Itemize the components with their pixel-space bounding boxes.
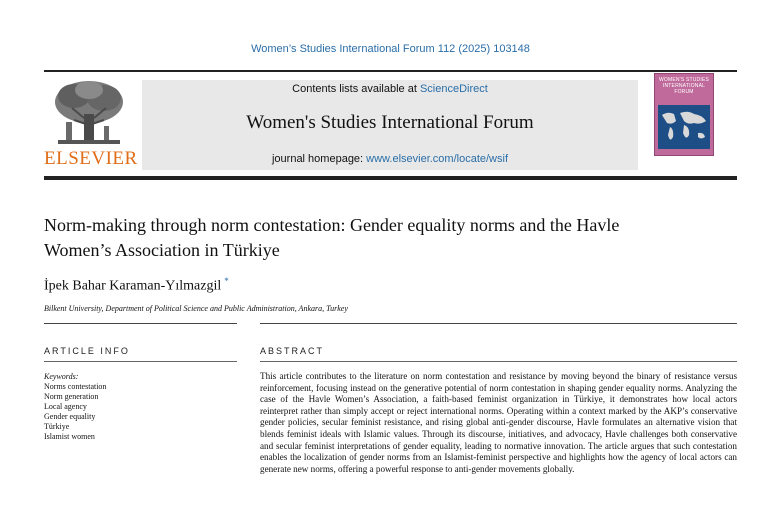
world-map-icon bbox=[658, 105, 710, 149]
article-title: Norm-making through norm contestation: Gender equality norms and the Havle Women’s Association in Türkiye bbox=[44, 215, 620, 260]
corresponding-author-mark[interactable]: * bbox=[224, 276, 229, 286]
journal-title: Women's Studies International Forum bbox=[246, 112, 534, 133]
keyword-item: Gender equality bbox=[44, 412, 96, 421]
abstract-heading: ABSTRACT bbox=[260, 346, 325, 356]
keyword-item: Norm generation bbox=[44, 392, 99, 401]
keyword-item: Türkiye bbox=[44, 422, 70, 431]
homepage-line bbox=[142, 153, 638, 165]
publisher-name: ELSEVIER bbox=[44, 148, 138, 169]
abstract-top-rule bbox=[260, 323, 737, 324]
keywords-list bbox=[44, 382, 234, 442]
header-top-rule bbox=[44, 70, 737, 72]
article-info-heading: ARTICLE INFO bbox=[44, 346, 130, 356]
sciencedirect-link[interactable]: ScienceDirect bbox=[419, 83, 488, 95]
abstract-text: This article contributes to the literature on norm contestation and resistance by moving beyond the binary of resistance versus reinforcement, focusing instead on the generative potential of norm contestation in shaping gender equality norms. Analyzing the case of the Havle Women’s Association, a faith-based feminist organization in Türkiye, it demonstrates how local actors reinterpret rather than simply accept or reject international norms. Operating within a context marked by the AKP’s conservative gender policies, secular feminist resistance, and rising global anti-gender discourse, Havle formulates an alternative vision that blends feminist ideals with Islamic values. Through its discourse, initiatives, and advocacy, Havle challenges both conservative and secular feminist interpretations of gender equality, leading to normative innovation. The article argues that such contestation enables the localization of gender norms from an Islamist-feminist perspective and highlights how the agency of local actors can generate new norms, offering a powerful response to anti-gender movements globally. bbox=[260, 371, 737, 474]
tree-icon bbox=[44, 78, 134, 150]
contents-line bbox=[142, 83, 638, 95]
header-bottom-rule bbox=[44, 176, 737, 180]
keyword-item: Norms contestation bbox=[44, 382, 107, 391]
article-info-top-rule bbox=[44, 323, 237, 324]
article-info-sub-rule bbox=[44, 361, 237, 362]
author-affiliation: Bilkent University, Department of Political Science and Public Administration, Ankara, Turkey bbox=[44, 304, 348, 313]
keywords-section bbox=[44, 372, 234, 442]
author-line bbox=[44, 276, 229, 295]
elsevier-logo[interactable] bbox=[44, 78, 138, 170]
journal-header bbox=[142, 80, 638, 170]
keyword-item: Local agency bbox=[44, 402, 87, 411]
contents-prefix: Contents lists available at bbox=[292, 83, 420, 95]
homepage-prefix: journal homepage: bbox=[271, 153, 367, 165]
abstract-sub-rule bbox=[260, 361, 737, 362]
homepage-link[interactable]: www.elsevier.com/locate/wsif bbox=[366, 153, 508, 165]
journal-citation[interactable]: Women’s Studies International Forum 112 (2025) 103148 bbox=[251, 43, 530, 55]
author-name[interactable]: İpek Bahar Karaman-Yılmazgil bbox=[44, 278, 222, 294]
keyword-item: Islamist women bbox=[44, 432, 95, 441]
journal-cover[interactable] bbox=[654, 73, 714, 156]
keywords-label: Keywords: bbox=[44, 372, 79, 381]
cover-title: WOMEN'S STUDIES INTERNATIONAL FORUM bbox=[658, 77, 710, 95]
